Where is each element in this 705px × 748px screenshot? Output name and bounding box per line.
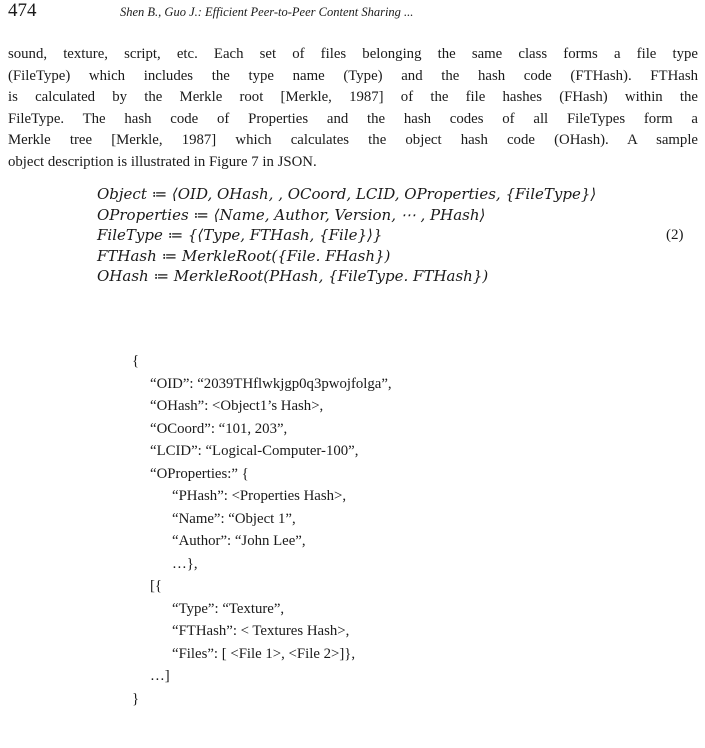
json-line: “PHash”: <Properties Hash>, [172,488,347,504]
json-line: “OID”: “2039THflwkjgp0q3pwojfolga”, [150,375,392,392]
body-paragraph [8,44,705,173]
equation-line: Object ≔ ⟨OID, OHash, , OCoord, LCID, OProperties, {FileType}⟩ [97,185,597,203]
json-line: “Name”: “Object 1”, [172,510,296,527]
paragraph-line: is calculated by the Merkle root [Merkle, 1987] of the file hashes (FHash) within the [8,89,698,105]
paragraph-line: object description is illustrated in Figure 7 in JSON. [8,153,317,170]
paragraph-line: (FileType) which includes the type name (Type) and the hash code (FTHash). FTHash [8,67,698,84]
json-line: “Files”: [ <File 1>, <File 2>]}, [172,645,356,662]
equation-line: OHash ≔ MerkleRoot(PHash, {FileType. FTHash}) [97,267,489,285]
equation-number: (2) [666,227,684,243]
running-header: Shen B., Guo J.: Efficient Peer-to-Peer Content Sharing ... [120,5,414,19]
json-sample [132,350,392,710]
equation-line: OProperties ≔ ⟨Name, Author, Version, ⋯ , PHash⟩ [97,205,486,224]
json-line: { [132,353,140,369]
equation-block [97,184,687,287]
json-line: “FTHash”: < Textures Hash>, [172,623,350,639]
json-line: “LCID”: “Logical-Computer-100”, [150,443,359,459]
paragraph-line: Merkle tree [Merkle, 1987] which calculates the object hash code (OHash). A sample [8,132,698,148]
json-line: “OHash”: <Object1’s Hash>, [150,398,324,414]
json-line: “Type”: “Texture”, [172,600,285,617]
json-line: …] [150,668,170,684]
equation-line: FTHash ≔ MerkleRoot({File. FHash}) [97,246,391,265]
paragraph-line: FileType. The hash code of Properties and the hash codes of all FileTypes form a [8,110,698,127]
json-line: } [132,690,140,707]
json-line: “OProperties:” { [150,465,249,482]
page-number: 474 [8,0,37,21]
json-line: …}, [172,555,198,572]
equation-line: FileType ≔ {⟨Type, FTHash, {File}⟩} [97,226,383,244]
json-line: “Author”: “John Lee”, [172,533,306,549]
paragraph-line: sound, texture, script, etc. Each set of files belonging the same class forms a file type [8,46,698,62]
json-line: [{ [150,578,163,594]
json-line: “OCoord”: “101, 203”, [150,420,288,437]
